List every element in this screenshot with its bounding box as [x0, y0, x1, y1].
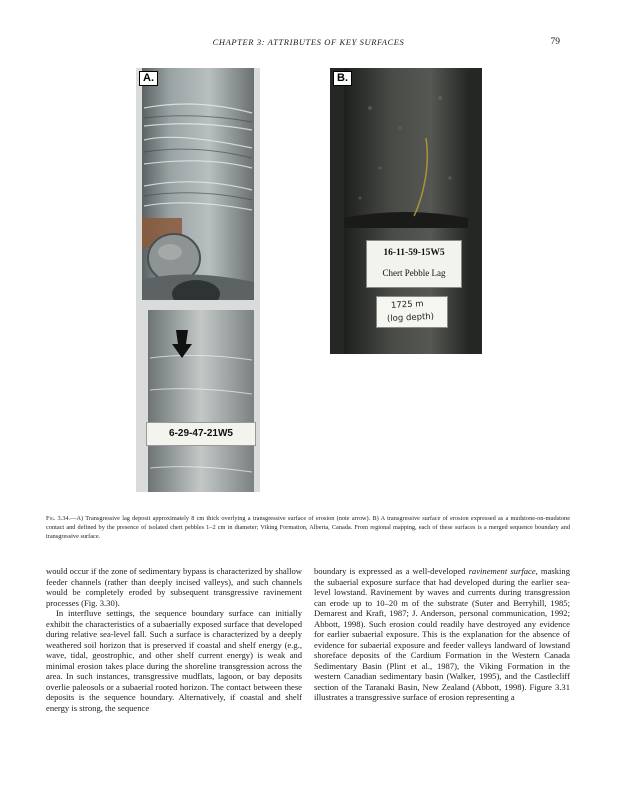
depth-label-b-value: 1725 m — [390, 299, 424, 311]
right-paragraph-1-rest: , masking the subaerial exposure surface that had developed during the earlier sea-level lowstand. Ravinement by waves and currents during transgression can erode up to 10–20 m of the substrate (Suter and Berryhill, 1985; Demarest and Kraft, 1987; J. Anderson, personal communication, 1992; Abbott, 1998). Such erosion could readily have destroyed any evidence for earlier subaerial exposure. This is the explanation for the absence of evidence for subaerial exposure and feeder valleys landward of lowstand shoreface deposits of the Cardium Formation in the Western Canada Sedimentary Basin (Plint et al., 1987), the Viking Formation in the western Canadian sedimentary basin (Walker, 1995), and the Castlecliff section of the Taranaki Basin, New Zealand (Abbott, 1998). Figure 3.31 illustrates a transgressive surface of erosion representing a — [314, 566, 571, 702]
figure-caption-label: Fig. 3.34. — [46, 515, 71, 522]
right-paragraph-1-start: boundary is expressed as a well-developed — [314, 566, 469, 576]
page-number: 79 — [550, 37, 560, 47]
body-column-left — [46, 566, 302, 713]
right-paragraph-1-term: ravinement surface — [468, 566, 536, 576]
running-title: CHAPTER 3: ATTRIBUTES OF KEY SURFACES — [212, 37, 405, 47]
figure-caption — [46, 514, 570, 541]
figure-panel-b-photo — [330, 68, 482, 354]
left-paragraph-1: would occur if the zone of sedimentary bypass is characterized by shallow feeder channels (rather than deeply incised valleys), and such channels would be completely eroded by subsequent transgressive ravinement processes (Fig. 3.30). — [46, 566, 302, 608]
well-label-b — [366, 240, 462, 288]
depth-label-b-note: (log depth) — [386, 311, 435, 325]
panel-b-letter: B. — [333, 71, 352, 86]
running-head — [0, 37, 617, 51]
body-column-right — [314, 566, 570, 703]
depth-label-b — [376, 296, 448, 328]
well-label-b-id: 16-11-59-15W5 — [383, 248, 445, 258]
figure-panel-a-photo — [136, 68, 260, 492]
core-label-a: 6-29-47-21W5 — [146, 422, 256, 446]
left-paragraph-2: In interfluve settings, the sequence boundary surface can initially exhibit the characteristics of a subaerially exposed surface that developed during relative sea-level fall. Such a surface is characterized by a deeply weathered soil horizon that is preserved if coastal and shelf energy (e.g., wave, tidal, geostrophic, and other shelf current energy) is weak and minimal erosion takes place during the shoreline transgression across the area. In such instances, transgressive mudflats, lagoon, or bay deposits overlie paleosols or a subaerial rooted horizon. The contact between these deposits is the sequence boundary. Alternatively, if coastal and shelf energy is strong, the sequence — [46, 608, 302, 713]
panel-a-letter: A. — [139, 71, 158, 86]
figure-caption-text: —A) Transgressive lag deposit approximately 8 cm thick overlying a transgressive surface of erosion (note arrow). B) A transgressive surface of erosion expressed as a mudstone-on-mudstone contact and defined by the presence of isolated chert pebbles 1–2 cm in diameter; Viking Formation, Alberta, Canada. From regional mapping, each of these surfaces is a merged sequence boundary and transgressive surface. — [46, 515, 570, 540]
well-label-b-description: Chert Pebble Lag — [382, 268, 446, 278]
right-paragraph-1 — [314, 566, 570, 703]
